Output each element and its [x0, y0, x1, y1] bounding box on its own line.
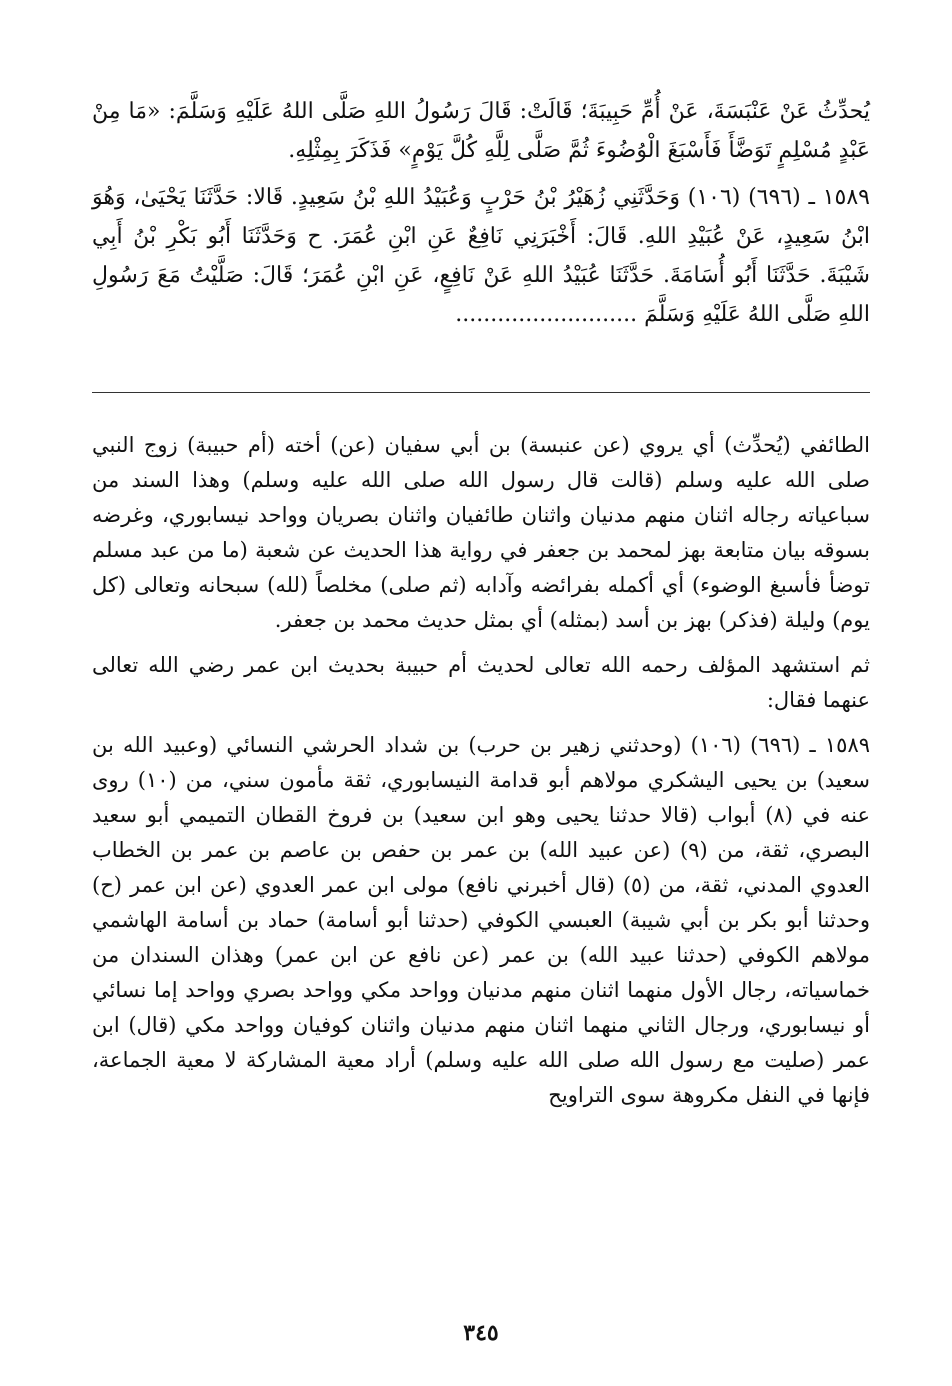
commentary-paragraph: ١٥٨٩ ـ (٦٩٦) (١٠٦) (وحدثني زهير بن حرب) بن شداد الحرشي النسائي (وعبيد الله بن سعيد) بن يحيى اليشكري مولاهم أبو قدامة النيسابوري، ثقة مأمون سني، من (١٠) روى عنه في (٨) أبواب (قالا حدثنا يحيى وهو ابن سعيد) بن فروخ القطان التميمي أبو سعيد البصري، ثقة، من (٩) (عن عبيد الله) بن عمر بن حفص بن عاصم بن عمر بن الخطاب العدوي المدني، ثقة، من (٥) (قال أخبرني نافع) مولى ابن عمر العدوي (عن ابن عمر (ح) وحدثنا أبو بكر بن أبي شيبة) العبسي الكوفي (حدثنا أبو أسامة) حماد بن أسامة الهاشمي مولاهم الكوفي (حدثنا عبيد الله) بن عمر (عن نافع عن ابن عمر) وهذان السندان من خماسياته، رجال الأول منهما اثنان منهم مدنيان وواحد مكي وواحد بصري وواحد إما نسائي أو نيسابوري، ورجال الثاني منهما اثنان منهم مدنيان واثنان كوفيان وواحد مكي (قال) ابن عمر (صليت مع رسول الله صلى الله عليه وسلم) أراد معية المشاركة لا معية الجماعة، فإنها في النفل مكروهة سوى التراويح	[92, 733, 871, 1107]
book-page	[92, 92, 871, 1346]
commentary-text	[92, 428, 870, 1113]
page-number: ٣٤٥	[463, 1320, 499, 1346]
commentary-paragraph: الطائفي (يُحدِّث) أي يروي (عن عنبسة) بن أبي سفيان (عن) أخته (أم حبيبة) زوج النبي صلى الله عليه وسلم (قالت قال رسول الله صلى الله عليه وسلم) وهذا السند من سباعياته رجاله اثنان منهم مدنيان واثنان طائفيان واثنان بصريان وواحد نيسابوري، وغرضه بسوقه بيان متابعة بهز لمحمد بن جعفر في رواية هذا الحديث عن شعبة (ما من عبد مسلم توضأ فأسبغ الوضوء) أي أكمله بفرائضه وآدابه (ثم صلى) مخلصاً (لله) سبحانه وتعالى (كل يوم) وليلة (فذكر) بهز بن أسد (بمثله) أي بمثل حديث محمد بن جعفر.	[92, 433, 870, 632]
commentary-paragraph: ثم استشهد المؤلف رحمه الله تعالى لحديث أم حبيبة بحديث ابن عمر رضي الله تعالى عنهما فقال:	[92, 653, 870, 712]
hadith-paragraph: يُحدِّثُ عَنْ عَنْبَسَةَ، عَنْ أُمِّ حَبِيبَةَ؛ قَالَتْ: قَالَ رَسُولُ اللهِ صَلَّى اللهُ عَلَيْهِ وَسَلَّمَ: «مَا مِنْ عَبْدٍ مُسْلِمٍ تَوَضَّأَ فَأَسْبَغَ الْوُضُوءَ ثُمَّ صَلَّى لِلَّهِ كُلَّ يَوْمٍ» فَذَكَرَ بِمِثْلِهِ.	[92, 99, 870, 163]
footnote-divider	[92, 392, 870, 393]
hadith-text	[92, 92, 870, 334]
hadith-paragraph: ١٥٨٩ ـ (٦٩٦) (١٠٦) وَحَدَّثَنِي زُهَيْرُ بْنُ حَرْبٍ وَعُبَيْدُ اللهِ بْنُ سَعِيدٍ. قَالا: حَدَّثَنَا يَحْيَىٰ، وَهُوَ ابْنُ سَعِيدٍ، عَنْ عُبَيْدِ اللهِ. قَالَ: أَخْبَرَنِي نَافِعٌ عَنِ ابْنِ عُمَرَ. ح وَحَدَّثَنَا أَبُو بَكْرِ بْنُ أَبِي شَيْبَةَ. حَدَّثَنَا أَبُو أُسَامَةَ. حَدَّثَنَا عُبَيْدُ اللهِ عَنْ نَافِعٍ، عَنِ ابْنِ عُمَرَ؛ قَالَ: صَلَّيْتُ مَعَ رَسُولِ اللهِ صَلَّى اللهُ عَلَيْهِ وَسَلَّمَ ..........................	[92, 185, 870, 327]
